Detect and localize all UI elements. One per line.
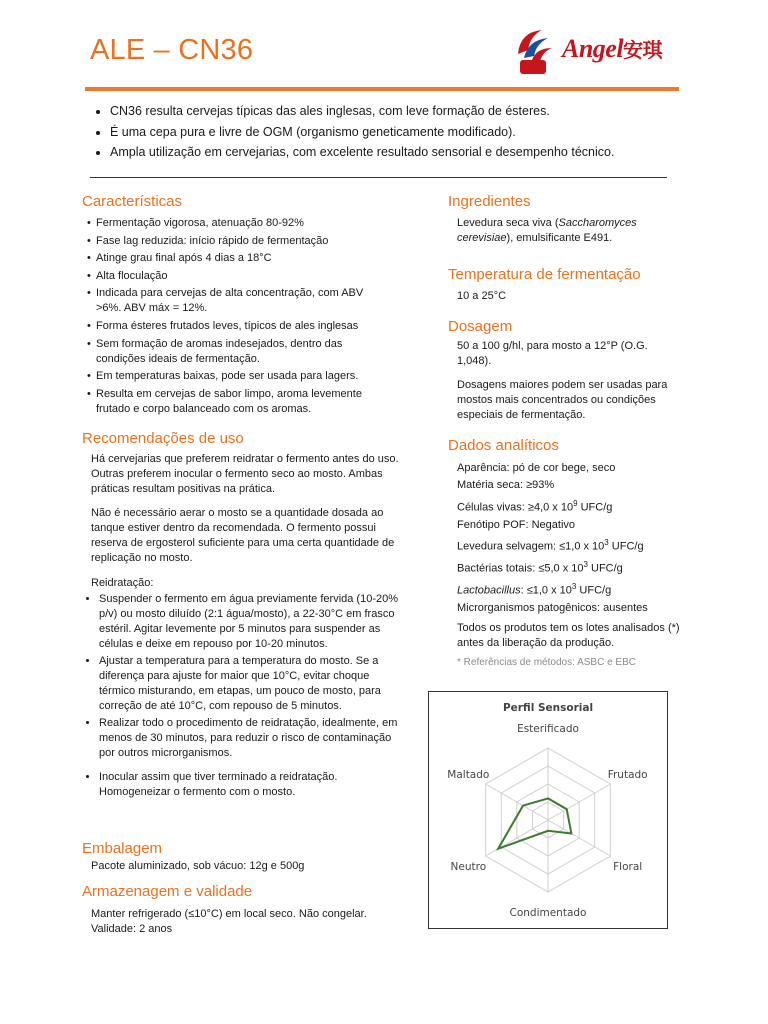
dados-heading: Dados analíticos	[448, 437, 559, 454]
ingredientes-heading: Ingredientes	[448, 193, 531, 210]
page-title: ALE – CN36	[90, 34, 254, 66]
temperatura-section	[448, 266, 688, 304]
axis-label-frutado: Frutado	[607, 769, 648, 781]
list-item: • Sem formação de aromas indesejados, dentro das condições ideais de fermentação.	[88, 337, 358, 367]
caracteristicas-heading: Características	[82, 193, 183, 210]
list-item: • Em temperaturas baixas, pode ser usada para lagers.	[88, 369, 406, 384]
dados-line: Células vivas: ≥4,0 x $10^9$ UFC/g	[457, 498, 613, 514]
angel-logo	[510, 24, 685, 80]
recomendacoes-paragraph: Há cervejarias que preferem reidratar o fermento antes do uso. Outras preferem inocular o fermento seco ao mosto. Ambas práticas resultam positivas na prática.	[91, 453, 399, 495]
angel-swirl-icon	[510, 24, 560, 80]
list-item: • Forma ésteres frutados leves, típicos de ales inglesas	[88, 319, 406, 334]
list-item: • Suspender o fermento em água previamente fervida (10-20% p/v) ou mosto diluído (2:1 água/mosto), a 22-30°C em frasco estéril. Agitar levemente por 5 minutos para suspender as células e deixe em repouso por 10-20 minutos.	[99, 592, 405, 652]
dados-line: Lactobacillus: ≤1,0 x $10^3$ UFC/g	[457, 581, 612, 597]
reidratacao-label: Reidratação:	[91, 577, 154, 589]
intro-item: • Ampla utilização em cervejarias, com excelente resultado sensorial e desempenho técnico.	[110, 142, 700, 163]
dosagem-heading: Dosagem	[448, 318, 513, 335]
list-item: • Resulta em cervejas de sabor limpo, aroma levemente frutado e corpo balanceado com os aromas.	[88, 387, 366, 417]
radar-svg	[429, 692, 667, 928]
dados-line: Microrganismos patogênicos: ausentes	[457, 601, 648, 614]
embalagem-section	[82, 840, 412, 874]
armazenagem-section	[82, 883, 412, 937]
dados-line: Fenótipo POF: Negativo	[457, 518, 576, 531]
section-divider	[90, 177, 667, 178]
radar-grid	[486, 748, 611, 892]
dados-line: Matéria seca: ≥93%	[457, 479, 555, 492]
intro-list	[90, 101, 700, 163]
dados-line: Bactérias totais: ≤5,0 x $10^3$ UFC/g	[457, 559, 623, 575]
list-item: • Alta floculação	[88, 269, 406, 284]
axis-label-floral: Floral	[613, 861, 643, 873]
armazenagem-heading: Armazenagem e validade	[82, 883, 253, 900]
intro-item: • CN36 resulta cervejas típicas das ales inglesas, com leve formação de ésteres.	[110, 101, 700, 122]
list-item: • Fase lag reduzida: início rápido de fermentação	[88, 234, 406, 249]
header-divider	[85, 87, 679, 91]
recomendacoes-section	[82, 430, 407, 802]
lotes-note: Todos os produtos tem os lotes analisados (*) antes da liberação da produção.	[457, 622, 680, 649]
list-item: • Ajustar a temperatura para a temperatura do mosto. Se a diferença para ajuste for maior que 10°C, evitar choque térmico misturando, em etapas, um pouco de mosto, para correção de até 10°C, com repouso de 5 minutos.	[99, 654, 405, 714]
embalagem-text: Pacote aluminizado, sob vácuo: 12g e 500g	[91, 860, 305, 872]
logo-text: Angel安琪	[562, 34, 663, 63]
list-item: • Fermentação vigorosa, atenuação 80-92%	[88, 216, 406, 231]
recomendacoes-heading: Recomendações de uso	[82, 430, 244, 447]
recomendacoes-paragraph: Não é necessário aerar o mosto se a quantidade dosada ao tanque estiver dentro da recomendada. O fermento possui reserva de ergosterol suficiente para uma certa quantidade de replicação no mosto.	[91, 507, 395, 564]
dosagem-paragraph: 50 a 100 g/hl, para mosto a 12°P (O.G. 1,048).	[457, 340, 648, 367]
axis-label-maltado: Maltado	[447, 769, 490, 781]
sensory-profile-chart	[428, 691, 668, 929]
axis-label-neutro: Neutro	[450, 861, 487, 873]
reidratacao-steps	[82, 592, 405, 800]
caracteristicas-section	[82, 193, 412, 419]
embalagem-heading: Embalagem	[82, 840, 163, 857]
list-item: • Inocular assim que tiver terminado a reidratação. Homogeneizar o fermento com o mosto.	[99, 770, 405, 800]
caracteristicas-list	[82, 216, 406, 417]
intro-item: • É uma cepa pura e livre de OGM (organismo geneticamente modificado).	[110, 122, 700, 143]
dosagem-paragraph: Dosagens maiores podem ser usadas para mostos mais concentrados ou condições especiais de fermentação.	[457, 379, 668, 421]
dados-section	[448, 437, 688, 668]
dosagem-section	[448, 318, 688, 423]
list-item: • Realizar todo o procedimento de reidratação, idealmente, em menos de 30 minutos, para reduzir o risco de contaminação por outros microrganismos.	[99, 716, 405, 761]
armazenagem-line: Manter refrigerado (≤10°C) em local seco. Não congelar.	[91, 908, 367, 920]
list-item: • Indicada para cervejas de alta concentração, com ABV >6%. ABV máx = 12%.	[88, 286, 386, 316]
list-item: • Atinge grau final após 4 dias a 18°C	[88, 251, 406, 266]
radar-series	[498, 798, 571, 848]
dados-line: Aparência: pó de cor bege, seco	[457, 462, 616, 474]
referencias-note: * Referências de métodos: ASBC e EBC	[457, 657, 636, 668]
chart-title: Perfil Sensorial	[502, 702, 594, 714]
temperatura-text: 10 a 25°C	[457, 290, 507, 302]
dados-line: Levedura selvagem: ≤1,0 x $10^3$ UFC/g	[457, 537, 644, 553]
axis-label-esterificado: Esterificado	[517, 723, 579, 735]
axis-label-condimentado: Condimentado	[509, 907, 587, 919]
armazenagem-line: Validade: 2 anos	[91, 923, 173, 935]
ingredientes-section	[448, 193, 688, 246]
temperatura-heading: Temperatura de fermentação	[448, 266, 641, 283]
ingredientes-text: Levedura seca viva (Saccharomyces cerevisiae), emulsificante E491.	[457, 217, 637, 244]
